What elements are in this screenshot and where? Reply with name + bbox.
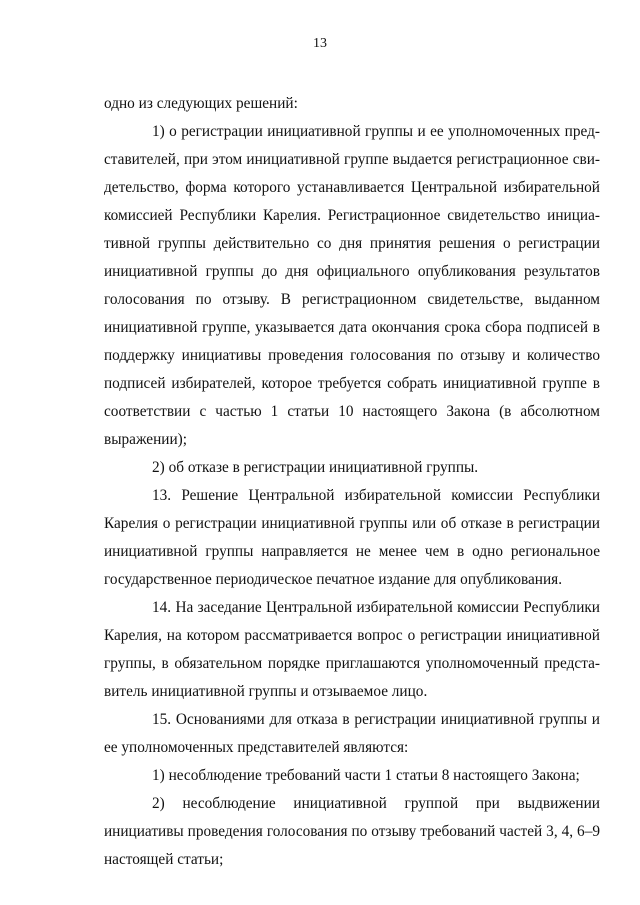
document-body [104, 90, 600, 874]
paragraph-13: 13. Решение Центральной избирательной комиссии Республики Карелия о регистрации инициативной группы или об отказе в регистрации инициативной группы направляется не менее чем в одно региональное государственное периодическое печатное издание для опубликования. [104, 487, 600, 588]
paragraph-continuation: одно из следующих решений: [104, 95, 298, 112]
paragraph-14: 14. На заседание Центральной избирательной комиссии Республики Карелия, на котором рассматривается вопрос о регистрации инициативной группы, в обязательном порядке приглашаются уполномоченный представитель инициативной группы и отзываемое лицо. [104, 599, 600, 700]
paragraph-15-item-1: 1) несоблюдение требований части 1 статьи 8 настоящего Закона; [152, 767, 580, 784]
paragraph-15-item-2: 2) несоблюдение инициативной группой при выдвижении инициативы проведения голосования по отзыву требований частей 3, 4, 6–9 настоящей статьи; [104, 795, 600, 868]
paragraph-item-1: 1) о регистрации инициативной группы и ее уполномоченных представителей, при этом инициативной группе выдается регистрационное свидетельство, форма которого устанавливается Центральной избирательной комиссией Республики Карелия. Регистрационное свидетельство инициативной группы действительно со дня принятия решения о регистрации инициативной группы до дня официального опубликования результатов голосования по отзыву. В регистрационном свидетельстве, выданном инициативной группе, указывается дата окончания срока сбора подписей в поддержку инициативы проведения голосования по отзыву и количество подписей избирателей, которое требуется собрать инициативной группе в соответствии с частью 1 статьи 10 настоящего Закона (в абсолютном выражении); [104, 123, 600, 448]
page-number: 13 [313, 36, 327, 51]
paragraph-item-2: 2) об отказе в регистрации инициативной группы. [152, 459, 479, 476]
paragraph-15: 15. Основаниями для отказа в регистрации инициативной группы и ее уполномоченных представителей являются: [104, 711, 600, 756]
